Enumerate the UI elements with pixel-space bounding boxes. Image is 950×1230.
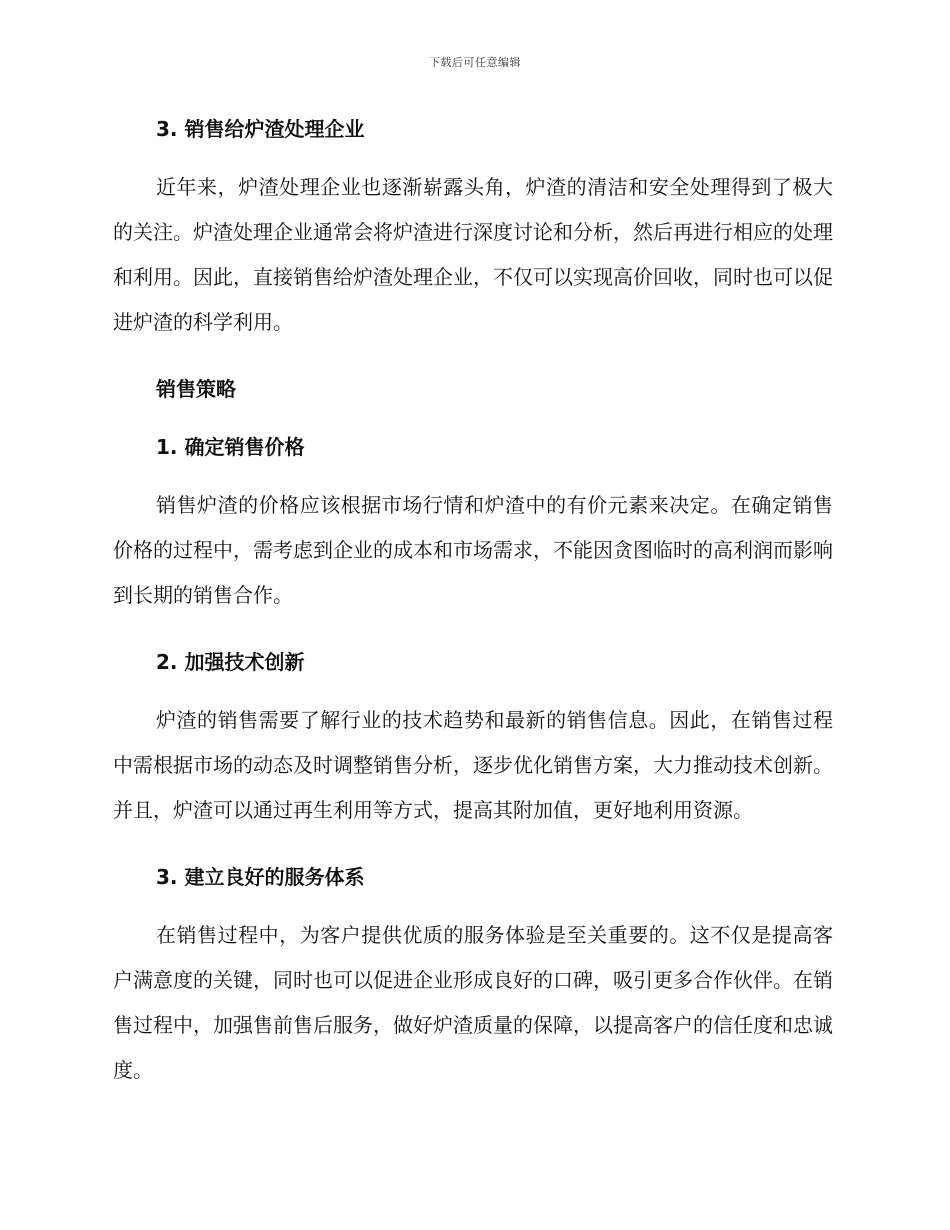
section-heading-service-system: 3. 建立良好的服务体系: [156, 865, 365, 889]
paragraph-tech-innovation: 炉渣的销售需要了解行业的技术趋势和最新的销售信息。因此，在销售过程中需根据市场的动态及时调整销售分析，逐步优化销售方案，大力推动技术创新。并且，炉渣可以通过再生利用等方式，提高其附加值，更好地利用资源。: [113, 708, 833, 822]
section-heading-sell-to-slag-company: 3. 销售给炉渣处理企业: [156, 117, 365, 141]
paragraph-service-system: 在销售过程中，为客户提供优质的服务体验是至关重要的。这不仅是提高客户满意度的关键，同时也可以促进企业形成良好的口碑，吸引更多合作伙伴。在销售过程中，加强售前售后服务，做好炉渣质量的保障，以提高客户的信任度和忠诚度。: [113, 923, 833, 1082]
section-heading-tech-innovation: 2. 加强技术创新: [156, 650, 305, 674]
paragraph-sell-to-slag-company: 近年来，炉渣处理企业也逐渐崭露头角，炉渣的清洁和安全处理得到了极大的关注。炉渣处理企业通常会将炉渣进行深度讨论和分析，然后再进行相应的处理和利用。因此，直接销售给炉渣处理企业，不仅可以实现高价回收，同时也可以促进炉渣的科学利用。: [113, 175, 833, 334]
section-heading-sales-strategy: 销售策略: [156, 377, 236, 401]
page-header: 下载后可任意编辑: [429, 56, 521, 69]
paragraph-set-price: 销售炉渣的价格应该根据市场行情和炉渣中的有价元素来决定。在确定销售价格的过程中，需考虑到企业的成本和市场需求，不能因贪图临时的高利润而影响到长期的销售合作。: [113, 493, 833, 607]
section-heading-set-price: 1. 确定销售价格: [156, 435, 305, 459]
document-body: [113, 110, 833, 1093]
